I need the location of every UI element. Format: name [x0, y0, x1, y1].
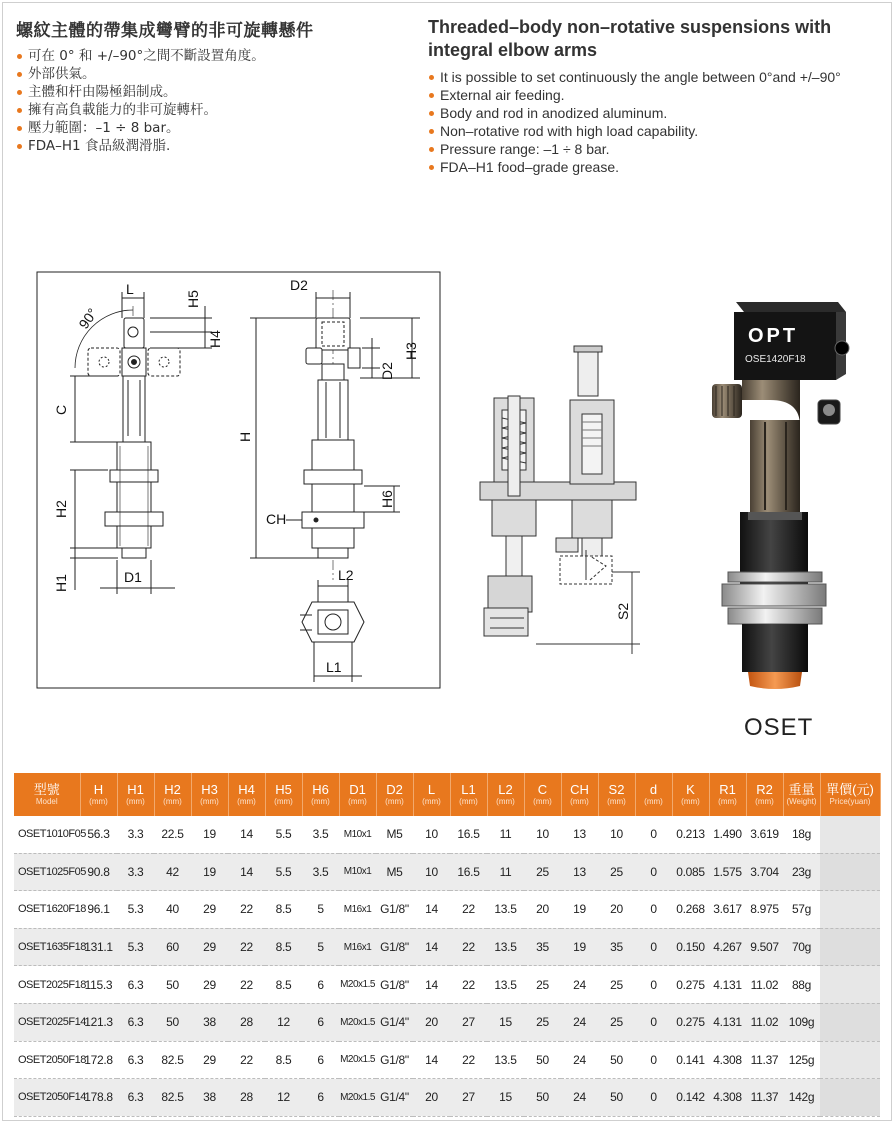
table-cell: 28: [228, 1079, 265, 1117]
column-header: [598, 773, 635, 816]
model-cell: OSET2025F18: [14, 966, 80, 1004]
label-angle: 90°: [75, 305, 101, 332]
model-cell: OSET2050F14: [14, 1079, 80, 1117]
product-logo: OPT: [748, 325, 799, 347]
table-cell: 16.5: [450, 816, 487, 853]
column-header: [302, 773, 339, 816]
table-cell: 0: [635, 1079, 672, 1117]
column-header-label: H5: [275, 781, 292, 797]
table-cell: G1/8": [376, 1041, 413, 1079]
table-cell: 121.3: [80, 1003, 117, 1041]
table-cell: 11.02: [746, 1003, 783, 1041]
table-cell: 40: [154, 891, 191, 929]
table-cell: 50: [154, 966, 191, 1004]
table-cell: 35: [524, 928, 561, 966]
table-cell: 24: [561, 966, 598, 1004]
table-cell: 6.3: [117, 1003, 154, 1041]
table-cell: 12: [265, 1003, 302, 1041]
column-header: [191, 773, 228, 816]
column-header: [265, 773, 302, 816]
label-CH: CH: [266, 511, 287, 527]
column-header: [339, 773, 376, 816]
table-cell: 5.3: [117, 928, 154, 966]
label-H2: H2: [53, 500, 69, 518]
table-cell: G1/4": [376, 1003, 413, 1041]
model-cell: OSET2025F14: [14, 1003, 80, 1041]
table-cell: M16x1: [339, 891, 376, 929]
table-cell: 27: [450, 1079, 487, 1117]
column-header-unit: Model: [35, 796, 58, 806]
table-cell: 6.3: [117, 1041, 154, 1079]
table-cell: 8.5: [265, 1041, 302, 1079]
table-cell: 9.507: [746, 928, 783, 966]
table-cell: 1.490: [709, 816, 746, 853]
table-cell: 5.3: [117, 891, 154, 929]
table-cell: 50: [598, 1041, 635, 1079]
column-header: [376, 773, 413, 816]
table-cell: 35: [598, 928, 635, 966]
table-cell: 88g: [783, 966, 820, 1004]
table-cell: 0: [635, 853, 672, 891]
table-cell: 12: [265, 1079, 302, 1117]
technical-drawing: [0, 250, 896, 770]
table-cell: 57g: [783, 891, 820, 929]
column-header-label: H6: [312, 781, 329, 797]
column-header-label: L1: [461, 781, 476, 797]
table-cell: 10: [413, 853, 450, 891]
table-cell: 13: [561, 853, 598, 891]
features-cn-list: [16, 47, 416, 155]
table-row: [14, 891, 880, 929]
column-header-label: H: [93, 781, 104, 797]
table-cell: 20: [413, 1079, 450, 1117]
header-cn: [16, 16, 416, 155]
feature-cn: 外部供氣。: [16, 65, 416, 83]
label-S2: S2: [615, 602, 631, 620]
table-cell: 22: [450, 966, 487, 1004]
table-cell: 0: [635, 891, 672, 929]
feature-cn: FDA–H1 食品級潤滑脂.: [16, 137, 416, 155]
table-cell: 14: [228, 853, 265, 891]
table-cell: 25: [524, 966, 561, 1004]
table-cell: 3.704: [746, 853, 783, 891]
column-header-label: H4: [238, 781, 255, 797]
feature-en: Body and rod in anodized aluminum.: [428, 104, 888, 122]
feature-en: Non–rotative rod with high load capability.: [428, 122, 888, 140]
table-cell: 27: [450, 1003, 487, 1041]
table-cell: 22: [228, 891, 265, 929]
table-cell: 125g: [783, 1041, 820, 1079]
feature-en: External air feeding.: [428, 86, 888, 104]
table-cell: 6: [302, 1079, 339, 1117]
table-row: [14, 1079, 880, 1117]
table-cell: 50: [154, 1003, 191, 1041]
table-cell: 5: [302, 891, 339, 929]
table-cell: 22.5: [154, 816, 191, 853]
table-cell: 25: [598, 966, 635, 1004]
table-cell: 5.5: [265, 816, 302, 853]
column-header-label: K: [686, 781, 695, 797]
label-D2-side: D2: [379, 362, 395, 380]
table-cell: 6: [302, 1041, 339, 1079]
table-header-row: [14, 773, 880, 816]
table-cell: 70g: [783, 928, 820, 966]
column-header-label: H1: [127, 781, 144, 797]
feature-en: FDA–H1 food–grade grease.: [428, 158, 888, 176]
table-cell: 19: [191, 816, 228, 853]
table-cell: 16.5: [450, 853, 487, 891]
price-cell: [820, 891, 880, 929]
column-header-unit: (mm): [89, 796, 108, 806]
table-cell: 5: [302, 928, 339, 966]
table-cell: M5: [376, 816, 413, 853]
table-cell: 24: [561, 1079, 598, 1117]
table-cell: 3.619: [746, 816, 783, 853]
table-cell: 50: [524, 1079, 561, 1117]
table-cell: G1/4": [376, 1079, 413, 1117]
table-cell: 11.37: [746, 1079, 783, 1117]
table-cell: 15: [487, 1003, 524, 1041]
drawing-frame: [37, 272, 440, 688]
label-H1: H1: [53, 574, 69, 592]
table-cell: 3.5: [302, 853, 339, 891]
column-header: [228, 773, 265, 816]
table-cell: 82.5: [154, 1041, 191, 1079]
column-header-label: D1: [349, 781, 366, 797]
table-cell: 22: [450, 1041, 487, 1079]
table-cell: 6: [302, 966, 339, 1004]
table-cell: 13.5: [487, 891, 524, 929]
table-cell: 3.617: [709, 891, 746, 929]
column-header-unit: (mm): [163, 796, 182, 806]
price-cell: [820, 1003, 880, 1041]
table-cell: M20x1.5: [339, 1079, 376, 1117]
table-cell: 11: [487, 853, 524, 891]
table-cell: 4.267: [709, 928, 746, 966]
column-header-unit: (mm): [496, 796, 515, 806]
feature-en: Pressure range: –1 ÷ 8 bar.: [428, 140, 888, 158]
table-cell: 42: [154, 853, 191, 891]
table-cell: 8.5: [265, 891, 302, 929]
column-header-unit: (mm): [718, 796, 737, 806]
feature-cn: 可在 0° 和 +/–90°之間不斷設置角度。: [16, 47, 416, 65]
model-cell: OSET1025F05: [14, 853, 80, 891]
table-cell: 56.3: [80, 816, 117, 853]
price-cell: [820, 966, 880, 1004]
model-cell: OSET1620F18: [14, 891, 80, 929]
table-cell: 19: [191, 853, 228, 891]
table-cell: 4.131: [709, 1003, 746, 1041]
table-cell: 8.975: [746, 891, 783, 929]
table-cell: 10: [413, 816, 450, 853]
table-cell: 6.3: [117, 966, 154, 1004]
table-cell: 10: [598, 816, 635, 853]
column-header-unit: (mm): [274, 796, 293, 806]
table-cell: 29: [191, 966, 228, 1004]
label-C: C: [53, 404, 69, 415]
table-cell: 172.8: [80, 1041, 117, 1079]
table-row: [14, 928, 880, 966]
price-cell: [820, 1079, 880, 1117]
table-cell: 13.5: [487, 928, 524, 966]
table-cell: 1.575: [709, 853, 746, 891]
table-cell: 82.5: [154, 1079, 191, 1117]
table-cell: M5: [376, 853, 413, 891]
model-cell: OSET1635F18: [14, 928, 80, 966]
table-row: [14, 816, 880, 853]
table-cell: 25: [598, 853, 635, 891]
table-cell: 14: [413, 966, 450, 1004]
price-cell: [820, 816, 880, 853]
table-cell: 38: [191, 1079, 228, 1117]
table-cell: 115.3: [80, 966, 117, 1004]
table-cell: 22: [228, 966, 265, 1004]
column-header-label: 重量: [788, 781, 815, 797]
table-cell: 38: [191, 1003, 228, 1041]
table-cell: 11.37: [746, 1041, 783, 1079]
table-cell: 0: [635, 1041, 672, 1079]
column-header: [154, 773, 191, 816]
table-cell: 0.085: [672, 853, 709, 891]
column-header: [80, 773, 117, 816]
table-cell: M10x1: [339, 816, 376, 853]
table-cell: 25: [524, 1003, 561, 1041]
spec-table: [14, 773, 881, 1117]
table-cell: 0.275: [672, 966, 709, 1004]
model-cell: OSET2050F18: [14, 1041, 80, 1079]
column-header-unit: (mm): [126, 796, 145, 806]
table-cell: 178.8: [80, 1079, 117, 1117]
table-cell: 0: [635, 966, 672, 1004]
table-cell: 6: [302, 1003, 339, 1041]
table-cell: 50: [524, 1041, 561, 1079]
table-cell: 60: [154, 928, 191, 966]
column-header-label: L2: [498, 781, 513, 797]
product-image: [712, 302, 849, 689]
label-D2: D2: [290, 277, 308, 293]
column-header-unit: (Weight): [786, 796, 817, 806]
label-H4: H4: [207, 330, 223, 348]
table-cell: 29: [191, 891, 228, 929]
product-name: OSET: [744, 714, 814, 741]
side-view-drawing: [70, 292, 212, 594]
table-cell: 8.5: [265, 966, 302, 1004]
table-cell: 142g: [783, 1079, 820, 1117]
table-cell: 10: [524, 816, 561, 853]
table-cell: M16x1: [339, 928, 376, 966]
table-cell: 29: [191, 1041, 228, 1079]
column-header-label: L: [427, 781, 436, 797]
table-cell: 23g: [783, 853, 820, 891]
table-cell: 20: [413, 1003, 450, 1041]
column-header-label: CH: [570, 781, 589, 797]
table-cell: 19: [561, 928, 598, 966]
table-cell: 29: [191, 928, 228, 966]
table-cell: 0.142: [672, 1079, 709, 1117]
table-cell: 13.5: [487, 966, 524, 1004]
column-header-label: 型號: [33, 781, 60, 797]
table-cell: 3.3: [117, 853, 154, 891]
column-header-unit: (mm): [422, 796, 441, 806]
column-header: [783, 773, 820, 816]
price-cell: [820, 1041, 880, 1079]
feature-cn: 主體和杆由陽極鋁制成。: [16, 83, 416, 101]
feature-cn: 壓力範圍：–1 ÷ 8 bar。: [16, 119, 416, 137]
table-cell: 20: [598, 891, 635, 929]
header-en: [428, 16, 888, 176]
table-cell: M20x1.5: [339, 1041, 376, 1079]
column-header-label: R2: [756, 781, 773, 797]
table-cell: 13.5: [487, 1041, 524, 1079]
table-cell: 0.150: [672, 928, 709, 966]
column-header-label: S2: [608, 781, 625, 797]
column-header-unit: (mm): [570, 796, 589, 806]
table-cell: 4.131: [709, 966, 746, 1004]
column-header-unit: (mm): [311, 796, 330, 806]
column-header: [561, 773, 598, 816]
column-header-label: H3: [201, 781, 218, 797]
table-cell: 5.5: [265, 853, 302, 891]
column-header-unit: (mm): [755, 796, 774, 806]
label-D1: D1: [124, 569, 142, 585]
column-header-unit: (mm): [681, 796, 700, 806]
table-cell: 14: [413, 891, 450, 929]
table-cell: 50: [598, 1079, 635, 1117]
label-H5: H5: [185, 290, 201, 308]
table-cell: 3.3: [117, 816, 154, 853]
table-cell: 4.308: [709, 1079, 746, 1117]
column-header: [487, 773, 524, 816]
table-cell: 0: [635, 928, 672, 966]
table-body: [14, 816, 880, 1116]
table-cell: 11: [487, 816, 524, 853]
column-header-label: C: [537, 781, 548, 797]
column-header-unit: (mm): [459, 796, 478, 806]
label-H: H: [237, 431, 253, 442]
table-cell: 14: [413, 928, 450, 966]
table-cell: 24: [561, 1041, 598, 1079]
table-cell: 0: [635, 1003, 672, 1041]
table-row: [14, 1041, 880, 1079]
price-cell: [820, 928, 880, 966]
column-header: [746, 773, 783, 816]
front-view-drawing: [250, 290, 420, 682]
table-row: [14, 853, 880, 891]
table-cell: 6.3: [117, 1079, 154, 1117]
table-cell: M20x1.5: [339, 966, 376, 1004]
column-header: [117, 773, 154, 816]
column-header-unit: (mm): [237, 796, 256, 806]
column-header: [709, 773, 746, 816]
column-header: [14, 773, 80, 816]
label-L1: L1: [326, 659, 342, 675]
product-marking: OSE1420F18: [745, 354, 806, 365]
column-header: [450, 773, 487, 816]
table-cell: 0: [635, 816, 672, 853]
column-header: [820, 773, 880, 816]
table-cell: 15: [487, 1079, 524, 1117]
column-header-unit: (mm): [385, 796, 404, 806]
table-cell: 22: [228, 928, 265, 966]
table-cell: 0.275: [672, 1003, 709, 1041]
column-header-unit: (mm): [644, 796, 663, 806]
table-cell: 131.1: [80, 928, 117, 966]
label-L2: L2: [338, 567, 354, 583]
table-cell: 19: [561, 891, 598, 929]
table-cell: 8.5: [265, 928, 302, 966]
column-header-label: 單價(元): [826, 781, 874, 797]
table-cell: 28: [228, 1003, 265, 1041]
column-header-unit: (mm): [607, 796, 626, 806]
table-cell: M20x1.5: [339, 1003, 376, 1041]
table-cell: 0.141: [672, 1041, 709, 1079]
model-cell: OSET1010F05: [14, 816, 80, 853]
features-en-list: [428, 68, 888, 176]
title-en: Threaded–body non–rotative suspensions with integral elbow arms: [428, 17, 832, 60]
table-cell: 0.213: [672, 816, 709, 853]
column-header-unit: Price(yuan): [829, 796, 871, 806]
drawings-area: [0, 250, 896, 770]
table-cell: 3.5: [302, 816, 339, 853]
table-cell: 24: [561, 1003, 598, 1041]
label-H3: H3: [403, 342, 419, 360]
column-header-label: D2: [386, 781, 403, 797]
column-header-unit: (mm): [533, 796, 552, 806]
feature-cn: 擁有高負載能力的非可旋轉杆。: [16, 101, 416, 119]
column-header-unit: (mm): [348, 796, 367, 806]
table-cell: 109g: [783, 1003, 820, 1041]
column-header: [672, 773, 709, 816]
table-cell: 18g: [783, 816, 820, 853]
table-cell: 96.1: [80, 891, 117, 929]
table-cell: 14: [413, 1041, 450, 1079]
title-cn: 螺紋主體的帶集成彎臂的非可旋轉懸件: [16, 21, 314, 41]
table-cell: G1/8": [376, 891, 413, 929]
table-cell: 20: [524, 891, 561, 929]
table-cell: 0.268: [672, 891, 709, 929]
label-H6: H6: [379, 490, 395, 508]
table-row: [14, 1003, 880, 1041]
column-header-label: d: [649, 781, 658, 797]
table-cell: 22: [450, 891, 487, 929]
table-cell: 90.8: [80, 853, 117, 891]
table-cell: 13: [561, 816, 598, 853]
label-L: L: [126, 281, 134, 297]
table-cell: 11.02: [746, 966, 783, 1004]
table-cell: M10x1: [339, 853, 376, 891]
table-cell: 14: [228, 816, 265, 853]
table-cell: 22: [450, 928, 487, 966]
column-header: [413, 773, 450, 816]
column-header: [524, 773, 561, 816]
column-header-label: R1: [719, 781, 736, 797]
table-cell: 25: [598, 1003, 635, 1041]
table-cell: G1/8": [376, 928, 413, 966]
table-cell: 22: [228, 1041, 265, 1079]
table-cell: G1/8": [376, 966, 413, 1004]
column-header-unit: (mm): [200, 796, 219, 806]
feature-en: It is possible to set continuously the angle between 0°and +/–90°: [428, 68, 888, 86]
table-row: [14, 966, 880, 1004]
table-cell: 4.308: [709, 1041, 746, 1079]
column-header: [635, 773, 672, 816]
table-cell: 25: [524, 853, 561, 891]
price-cell: [820, 853, 880, 891]
column-header-label: H2: [164, 781, 181, 797]
